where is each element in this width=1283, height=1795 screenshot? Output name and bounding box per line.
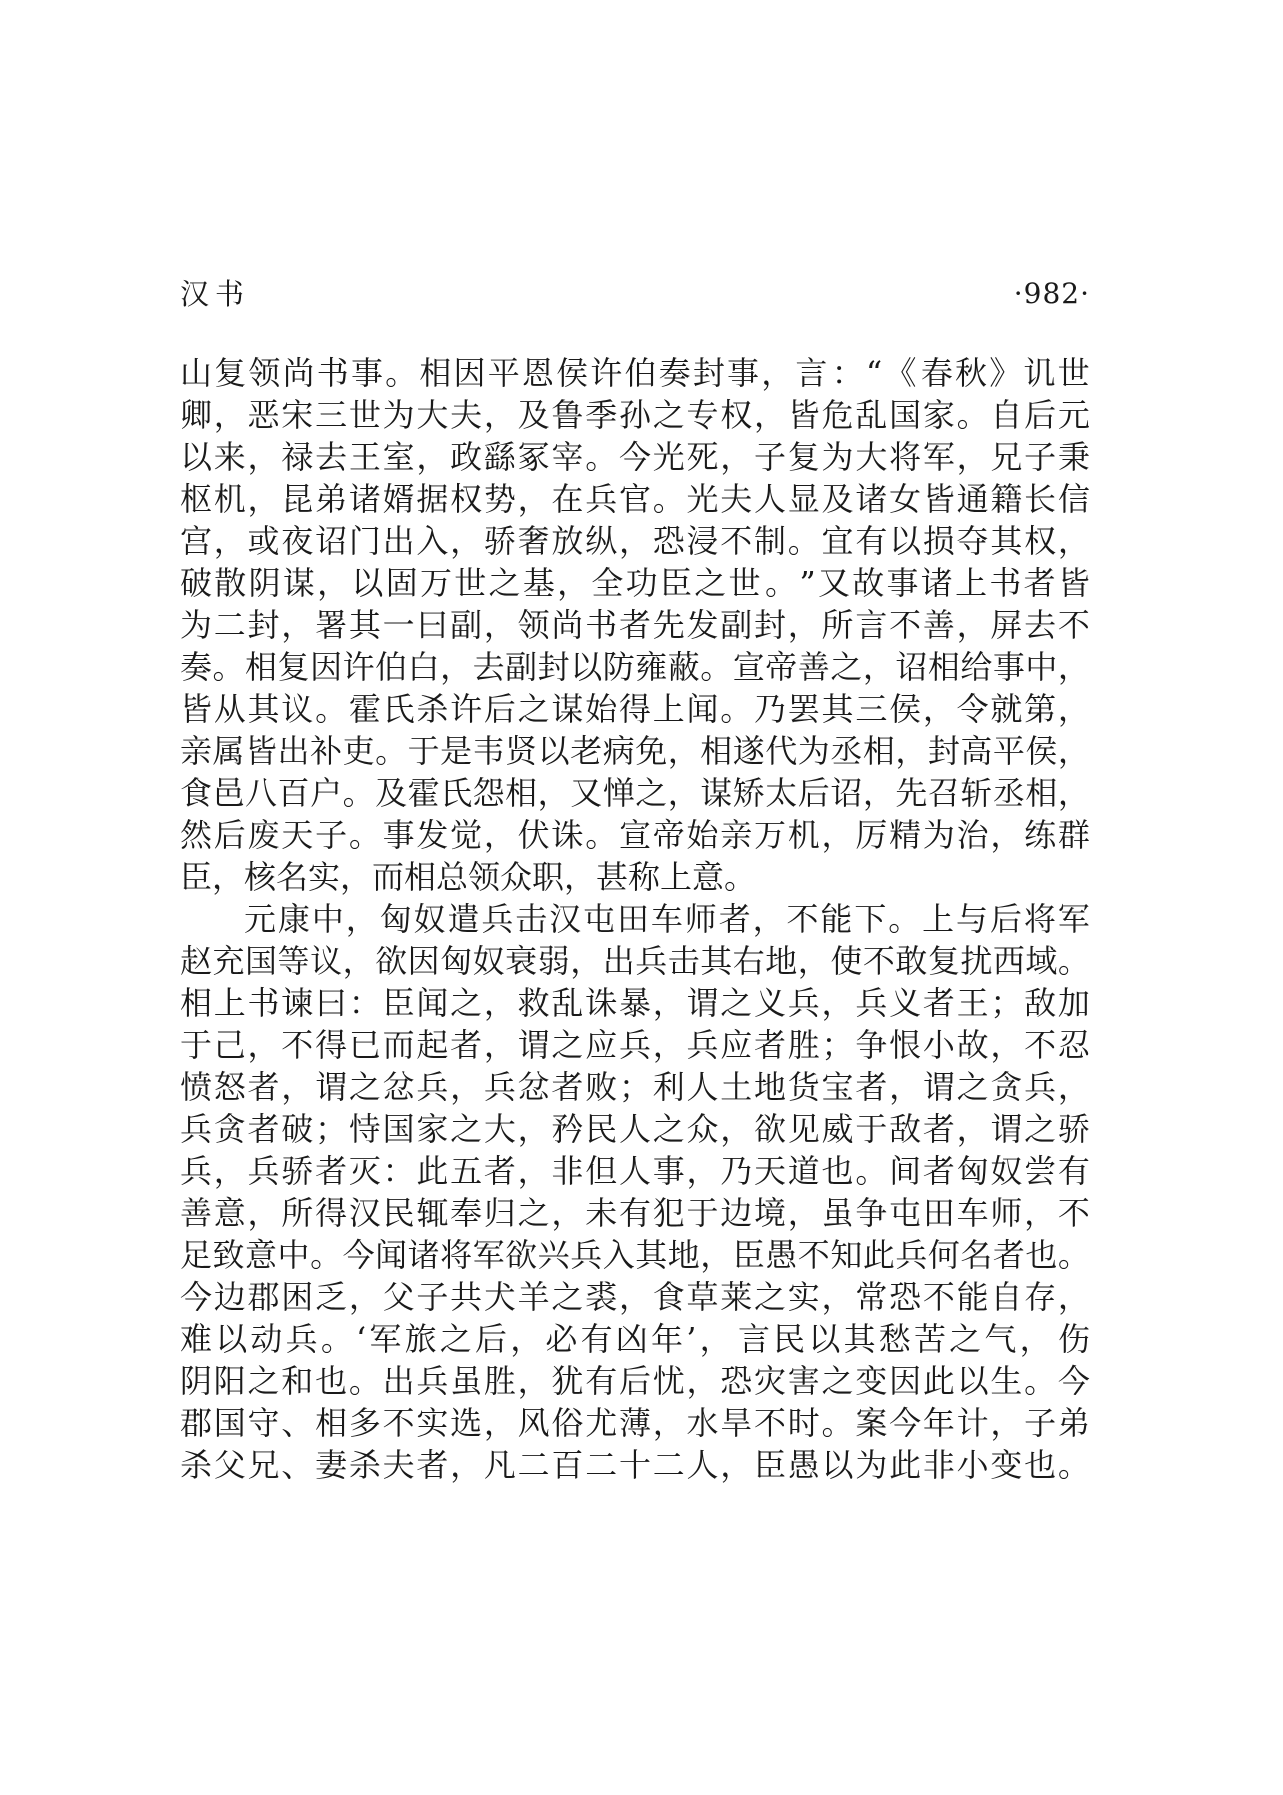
text-line: 愤 怒 者 ， 谓 之 忿 兵 ， 兵 忿 者 败 ； 利 人 土 地 货 宝 者 ， 谓 之 贪 兵 ，	[180, 1068, 1090, 1106]
text-line: 杀 父 兄 、 妻 杀 夫 者 ， 凡 二 百 二 十 二 人 ， 臣 愚 以 为 此 非 小 变 也 。	[180, 1446, 1090, 1484]
text-line: 食 邑 八 百 户 。 及 霍 氏 怨 相 ， 又 惮 之 ， 谋 矫 太 后 诏 ， 先 召 斩 丞 相 ，	[180, 774, 1090, 812]
text-line: 破 散 阴 谋 ， 以 固 万 世 之 基 ， 全 功 臣 之 世 。 ” 又 故 事 诸 上 书 者 皆	[180, 564, 1090, 602]
text-line: 亲 属 皆 出 补 吏 。 于 是 韦 贤 以 老 病 免 ， 相 遂 代 为 丞 相 ， 封 高 平 侯 ，	[180, 732, 1090, 770]
text-line: 皆 从 其 议 。 霍 氏 杀 许 后 之 谋 始 得 上 闻 。 乃 罢 其 三 侯 ， 令 就 第 ，	[180, 690, 1090, 728]
page-number: ·982·	[1013, 277, 1090, 310]
text-line: 兵 贪 者 破 ； 恃 国 家 之 大 ， 矜 民 人 之 众 ， 欲 见 威 于 敌 者 ， 谓 之 骄	[180, 1110, 1090, 1148]
text-line: 元 康 中 ， 匈 奴 遣 兵 击 汉 屯 田 车 师 者 ， 不 能 下 。 上 与 后 将 军	[244, 900, 1090, 938]
text-line: 相 上 书 谏 曰 ： 臣 闻 之 ， 救 乱 诛 暴 ， 谓 之 义 兵 ， 兵 义 者 王 ； 敌 加	[180, 984, 1090, 1022]
book-title: 汉书	[180, 277, 251, 311]
text-line: 奏 。 相 复 因 许 伯 白 ， 去 副 封 以 防 雍 蔽 。 宣 帝 善 之 ， 诏 相 给 事 中 ，	[180, 648, 1090, 686]
text-line: 善 意 ， 所 得 汉 民 辄 奉 归 之 ， 未 有 犯 于 边 境 ， 虽 争 屯 田 车 师 ， 不	[180, 1194, 1090, 1232]
text-line: 枢 机 ， 昆 弟 诸 婿 据 权 势 ， 在 兵 官 。 光 夫 人 显 及 诸 女 皆 通 籍 长 信	[180, 480, 1090, 518]
text-line: 卿 ， 恶 宋 三 世 为 大 夫 ， 及 鲁 季 孙 之 专 权 ， 皆 危 乱 国 家 。 自 后 元	[180, 396, 1090, 434]
text-line: 兵 ， 兵 骄 者 灭 ： 此 五 者 ， 非 但 人 事 ， 乃 天 道 也 。 间 者 匈 奴 尝 有	[180, 1152, 1090, 1190]
text-line: 郡 国 守 、 相 多 不 实 选 ， 风 俗 尤 薄 ， 水 旱 不 时 。 案 今 年 计 ， 子 弟	[180, 1404, 1090, 1442]
text-line: 为 二 封 ， 署 其 一 曰 副 ， 领 尚 书 者 先 发 副 封 ， 所 言 不 善 ， 屏 去 不	[180, 606, 1090, 644]
text-line: 然 后 废 天 子 。 事 发 觉 ， 伏 诛 。 宣 帝 始 亲 万 机 ， 厉 精 为 治 ， 练 群	[180, 816, 1090, 854]
text-line: 足 致 意 中 。 今 闻 诸 将 军 欲 兴 兵 入 其 地 ， 臣 愚 不 知 此 兵 何 名 者 也 。	[180, 1236, 1090, 1274]
text-line: 阴 阳 之 和 也 。 出 兵 虽 胜 ， 犹 有 后 忧 ， 恐 灾 害 之 变 因 此 以 生 。 今	[180, 1362, 1090, 1400]
text-line: 今 边 郡 困 乏 ， 父 子 共 犬 羊 之 裘 ， 食 草 莱 之 实 ， 常 恐 不 能 自 存 ，	[180, 1278, 1090, 1316]
page-header	[180, 270, 1090, 318]
body-text	[180, 352, 1090, 1486]
text-line: 以 来 ， 禄 去 王 室 ， 政 繇 冢 宰 。 今 光 死 ， 子 复 为 大 将 军 ， 兄 子 秉	[180, 438, 1090, 476]
text-line: 赵 充 国 等 议 ， 欲 因 匈 奴 衰 弱 ， 出 兵 击 其 右 地 ， 使 不 敢 复 扰 西 域 。	[180, 942, 1090, 980]
text-line: 山 复 领 尚 书 事 。 相 因 平 恩 侯 许 伯 奏 封 事 ， 言 ： “ 《 春 秋 》 讥 世	[180, 354, 1090, 392]
text-line: 难 以 动 兵 。 ‘ 军 旅 之 后 ， 必 有 凶 年 ’ ， 言 民 以 其 愁 苦 之 气 ， 伤	[180, 1320, 1090, 1358]
text-line: 宫 ， 或 夜 诏 门 出 入 ， 骄 奢 放 纵 ， 恐 浸 不 制 。 宜 有 以 损 夺 其 权 ，	[180, 522, 1090, 560]
text-line: 臣，核名实，而相总领众职，甚称上意。	[180, 858, 757, 896]
text-line: 于 己 ， 不 得 已 而 起 者 ， 谓 之 应 兵 ， 兵 应 者 胜 ； 争 恨 小 故 ， 不 忍	[180, 1026, 1090, 1064]
